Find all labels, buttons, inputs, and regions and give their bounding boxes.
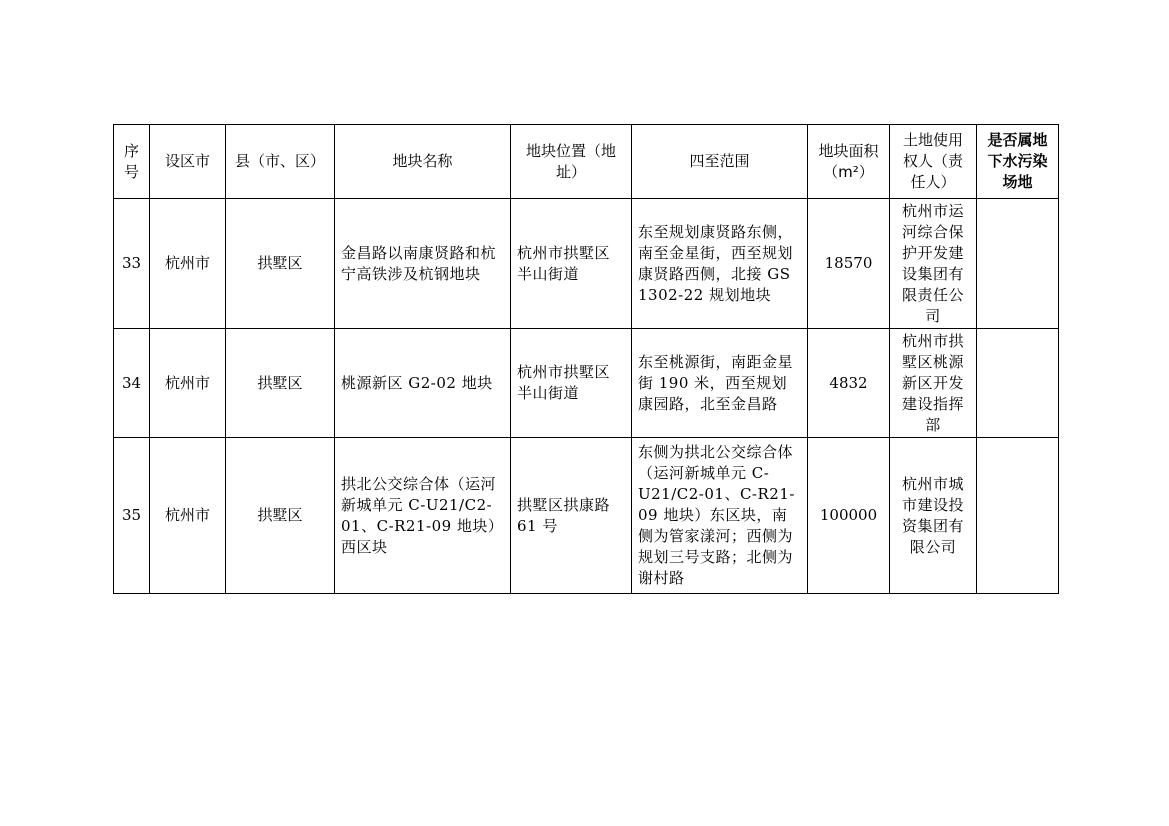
cell-city: 杭州市 <box>150 438 226 594</box>
cell-area: 4832 <box>808 329 890 438</box>
table-body <box>114 199 1059 594</box>
cell-city: 杭州市 <box>150 329 226 438</box>
cell-owner: 杭州市拱墅区桃源新区开发建设指挥部 <box>890 329 977 438</box>
cell-location: 杭州市拱墅区半山街道 <box>511 199 632 329</box>
table-header <box>114 125 1059 199</box>
header-row <box>114 125 1059 199</box>
land-plot-table <box>113 124 1059 594</box>
cell-owner: 杭州市运河综合保护开发建设集团有限责任公司 <box>890 199 977 329</box>
cell-area: 18570 <box>808 199 890 329</box>
header-location: 地块位置（地址） <box>511 125 632 199</box>
cell-index: 34 <box>114 329 150 438</box>
header-county: 县（市、区） <box>226 125 335 199</box>
table-row <box>114 199 1059 329</box>
header-owner: 土地使用权人（责任人） <box>890 125 977 199</box>
header-plot-name: 地块名称 <box>335 125 511 199</box>
cell-location: 杭州市拱墅区半山街道 <box>511 329 632 438</box>
cell-plot-name: 金昌路以南康贤路和杭宁高铁涉及杭钢地块 <box>335 199 511 329</box>
cell-groundwater <box>977 199 1059 329</box>
table-row <box>114 329 1059 438</box>
cell-county: 拱墅区 <box>226 329 335 438</box>
header-index: 序号 <box>114 125 150 199</box>
cell-plot-name: 桃源新区 G2-02 地块 <box>335 329 511 438</box>
cell-location: 拱墅区拱康路 61 号 <box>511 438 632 594</box>
cell-county: 拱墅区 <box>226 199 335 329</box>
table-row <box>114 438 1059 594</box>
cell-boundary: 东至桃源街，南距金星街 190 米，西至规划康园路，北至金昌路 <box>632 329 808 438</box>
cell-index: 35 <box>114 438 150 594</box>
cell-city: 杭州市 <box>150 199 226 329</box>
header-city: 设区市 <box>150 125 226 199</box>
header-boundary: 四至范围 <box>632 125 808 199</box>
cell-county: 拱墅区 <box>226 438 335 594</box>
cell-boundary: 东侧为拱北公交综合体（运河新城单元 C-U21/C2-01、C-R21-09 地块）东区块，南侧为管家漾河；西侧为规划三号支路；北侧为谢村路 <box>632 438 808 594</box>
cell-index: 33 <box>114 199 150 329</box>
header-groundwater: 是否属地下水污染场地 <box>977 125 1059 199</box>
cell-boundary: 东至规划康贤路东侧，南至金星街，西至规划康贤路西侧，北接 GS 1302-22 规划地块 <box>632 199 808 329</box>
cell-area: 100000 <box>808 438 890 594</box>
header-area: 地块面积（m²） <box>808 125 890 199</box>
cell-owner: 杭州市城市建设投资集团有限公司 <box>890 438 977 594</box>
cell-plot-name: 拱北公交综合体（运河新城单元 C-U21/C2-01、C-R21-09 地块）西区块 <box>335 438 511 594</box>
cell-groundwater <box>977 438 1059 594</box>
cell-groundwater <box>977 329 1059 438</box>
